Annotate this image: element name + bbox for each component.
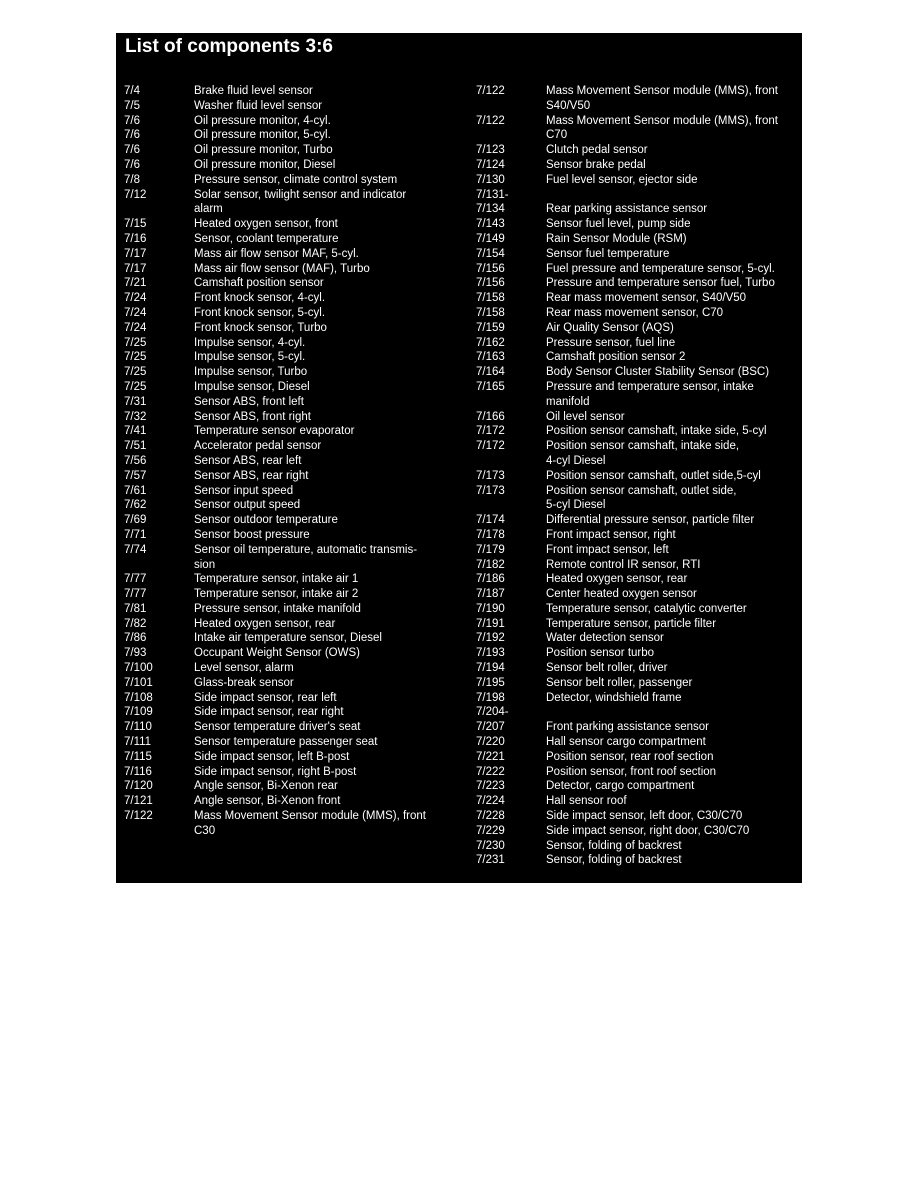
- component-description: Washer fluid level sensor: [194, 99, 323, 112]
- component-description: Glass-break sensor: [194, 676, 294, 689]
- component-code: 7/223: [476, 780, 505, 793]
- component-description: Clutch pedal sensor: [546, 144, 648, 157]
- component-code: 7/61: [124, 484, 147, 497]
- component-description: Fuel level sensor, ejector side: [546, 173, 698, 186]
- component-code: 7/179: [476, 543, 505, 556]
- list-item: [124, 765, 459, 780]
- component-code: 7/149: [476, 232, 505, 245]
- component-description: Sensor input speed: [194, 484, 294, 497]
- component-code: 7/173: [476, 484, 505, 497]
- component-description: Position sensor camshaft, intake side, 5-cyl: [546, 425, 767, 438]
- list-item: [124, 99, 459, 114]
- component-code: 7/25: [124, 351, 147, 364]
- component-description: Side impact sensor, rear left: [194, 691, 337, 704]
- list-item: [124, 631, 459, 646]
- component-description: Mass Movement Sensor module (MMS), front C70: [546, 114, 778, 142]
- component-description: Mass air flow sensor (MAF), Turbo: [194, 262, 370, 275]
- component-code: 7/31: [124, 395, 147, 408]
- component-code: 7/229: [476, 824, 505, 837]
- component-description: Center heated oxygen sensor: [546, 588, 697, 601]
- component-code: 7/21: [124, 277, 147, 290]
- list-item: [476, 661, 796, 676]
- list-item: [124, 232, 459, 247]
- list-item: [476, 691, 796, 706]
- component-code: 7/17: [124, 247, 147, 260]
- list-item: [124, 498, 459, 513]
- component-description: Solar sensor, twilight sensor and indicator alarm: [194, 188, 407, 216]
- component-code: 7/220: [476, 736, 505, 749]
- list-item: [124, 794, 459, 809]
- component-code: 7/25: [124, 380, 147, 393]
- component-description: [546, 705, 796, 720]
- component-code: 7/228: [476, 810, 505, 823]
- component-code: 7/24: [124, 321, 147, 334]
- list-item: [124, 395, 459, 410]
- component-code: 7/5: [124, 99, 140, 112]
- list-item: [124, 365, 459, 380]
- component-description: Position sensor camshaft, outlet side,5-cyl: [546, 469, 761, 482]
- list-item: [476, 262, 796, 277]
- component-code: 7/124: [476, 158, 505, 171]
- component-description: Camshaft position sensor 2: [546, 351, 686, 364]
- component-code: 7/159: [476, 321, 505, 334]
- component-code: 7/12: [124, 188, 147, 201]
- component-description: Oil pressure monitor, 5-cyl.: [194, 129, 331, 142]
- component-description: Temperature sensor, intake air 1: [194, 573, 359, 586]
- component-description: Pressure and temperature sensor, intake manifold: [546, 380, 754, 408]
- component-code: 7/100: [124, 662, 153, 675]
- component-code: 7/111: [124, 736, 152, 749]
- list-item: [124, 809, 459, 839]
- component-code: 7/156: [476, 262, 505, 275]
- component-code: 7/230: [476, 839, 505, 852]
- component-code: 7/166: [476, 410, 505, 423]
- component-code: 7/6: [124, 114, 140, 127]
- list-item: [476, 853, 796, 868]
- component-code: 7/4: [124, 85, 140, 97]
- list-item: [124, 705, 459, 720]
- component-code: 7/143: [476, 218, 505, 231]
- component-description: Oil pressure monitor, 4-cyl.: [194, 114, 331, 127]
- list-item: [476, 572, 796, 587]
- list-item: [476, 794, 796, 809]
- component-code: 7/93: [124, 647, 147, 660]
- list-item: [124, 543, 459, 573]
- component-code: 7/195: [476, 676, 505, 689]
- list-item: [476, 602, 796, 617]
- component-description: Position sensor camshaft, outlet side, 5-cyl Diesel: [546, 484, 737, 512]
- component-code: 7/116: [124, 765, 152, 778]
- component-code: 7/222: [476, 765, 505, 778]
- list-item: [476, 380, 796, 410]
- component-description: Side impact sensor, right door, C30/C70: [546, 824, 750, 837]
- list-item: [124, 84, 459, 99]
- component-code: 7/158: [476, 306, 505, 319]
- component-description: Side impact sensor, right B-post: [194, 765, 357, 778]
- component-code: 7/122: [476, 114, 505, 127]
- list-item: [476, 824, 796, 839]
- component-description: Sensor ABS, front right: [194, 410, 311, 423]
- component-description: Oil pressure monitor, Diesel: [194, 158, 336, 171]
- component-code: 7/6: [124, 158, 140, 171]
- component-description: Sensor oil temperature, automatic transmis- sion: [194, 543, 418, 571]
- component-description: Position sensor turbo: [546, 647, 655, 660]
- component-description: Sensor ABS, front left: [194, 395, 304, 408]
- component-code: 7/109: [124, 706, 153, 719]
- component-code: 7/69: [124, 514, 147, 527]
- list-item: [124, 276, 459, 291]
- component-code: 7/77: [124, 573, 147, 586]
- component-code: 7/74: [124, 543, 147, 556]
- component-description: Side impact sensor, left door, C30/C70: [546, 810, 743, 823]
- component-description: Heated oxygen sensor, rear: [546, 573, 688, 586]
- component-description: Fuel pressure and temperature sensor, 5-cyl.: [546, 262, 775, 275]
- component-code: 7/8: [124, 173, 140, 186]
- component-description: Sensor temperature passenger seat: [194, 736, 378, 749]
- list-item: [124, 143, 459, 158]
- list-item: [124, 735, 459, 750]
- component-description: Occupant Weight Sensor (OWS): [194, 647, 360, 660]
- component-description: Pressure sensor, intake manifold: [194, 602, 361, 615]
- component-description: Position sensor, rear roof section: [546, 750, 714, 763]
- list-item: [476, 336, 796, 351]
- component-description: Front impact sensor, right: [546, 528, 676, 541]
- component-code: 7/224: [476, 795, 505, 808]
- component-code: 7/122: [124, 810, 153, 823]
- component-description: Accelerator pedal sensor: [194, 440, 322, 453]
- component-description: Sensor belt roller, driver: [546, 662, 668, 675]
- component-list-panel: [116, 33, 802, 883]
- page-title: List of components 3:6: [125, 36, 333, 57]
- component-description: Detector, windshield frame: [546, 691, 682, 704]
- component-code: 7/194: [476, 662, 505, 675]
- component-description: Sensor fuel level, pump side: [546, 218, 691, 231]
- component-code: 7/17: [124, 262, 147, 275]
- component-code: 7/32: [124, 410, 147, 423]
- list-item: [476, 528, 796, 543]
- list-item: [476, 276, 796, 291]
- component-code: 7/198: [476, 691, 505, 704]
- list-item: [476, 84, 796, 114]
- component-code: 7/24: [124, 306, 147, 319]
- component-description: Side impact sensor, rear right: [194, 706, 344, 719]
- list-item: [124, 158, 459, 173]
- component-code: 7/221: [476, 750, 505, 763]
- component-description: Angle sensor, Bi-Xenon front: [194, 795, 341, 808]
- list-item: [124, 217, 459, 232]
- list-item: [124, 617, 459, 632]
- component-code: 7/172: [476, 440, 505, 453]
- list-item: [476, 424, 796, 439]
- component-code: 7/164: [476, 366, 505, 379]
- list-item: [476, 779, 796, 794]
- component-code: 7/165: [476, 380, 505, 393]
- list-item: [476, 646, 796, 661]
- list-item: [124, 528, 459, 543]
- component-code: 7/115: [124, 750, 152, 763]
- list-item: [476, 202, 796, 217]
- component-description: Temperature sensor evaporator: [194, 425, 355, 438]
- component-description: Angle sensor, Bi-Xenon rear: [194, 780, 338, 793]
- list-item: [476, 306, 796, 321]
- component-description: Sensor, coolant temperature: [194, 232, 339, 245]
- list-item: [476, 365, 796, 380]
- list-item: [124, 720, 459, 735]
- component-description: Intake air temperature sensor, Diesel: [194, 632, 382, 645]
- component-code: 7/172: [476, 425, 505, 438]
- component-description: Remote control IR sensor, RTI: [546, 558, 701, 571]
- component-description: Rear parking assistance sensor: [546, 203, 708, 216]
- component-code: 7/16: [124, 232, 147, 245]
- component-description: Rain Sensor Module (RSM): [546, 232, 687, 245]
- component-description: Mass Movement Sensor module (MMS), front S40/V50: [546, 85, 778, 112]
- component-code: 7/204-: [476, 706, 509, 719]
- component-description: Temperature sensor, intake air 2: [194, 588, 359, 601]
- list-item: [124, 410, 459, 425]
- list-item: [124, 779, 459, 794]
- component-description: Side impact sensor, left B-post: [194, 750, 350, 763]
- list-item: [124, 262, 459, 277]
- component-description: Mass air flow sensor MAF, 5-cyl.: [194, 247, 359, 260]
- list-item: [124, 513, 459, 528]
- component-code: 7/86: [124, 632, 147, 645]
- component-code: 7/25: [124, 366, 147, 379]
- component-code: 7/193: [476, 647, 505, 660]
- component-code: 7/190: [476, 602, 505, 615]
- list-item: [476, 350, 796, 365]
- component-description: Sensor boost pressure: [194, 528, 310, 541]
- component-code: 7/178: [476, 528, 505, 541]
- list-item: [124, 587, 459, 602]
- component-code: 7/187: [476, 588, 505, 601]
- list-item: [476, 587, 796, 602]
- component-description: Sensor outdoor temperature: [194, 514, 338, 527]
- list-item: [476, 188, 796, 203]
- component-description: Differential pressure sensor, particle filter: [546, 514, 755, 527]
- list-item: [124, 336, 459, 351]
- component-code: 7/108: [124, 691, 153, 704]
- list-item: [124, 454, 459, 469]
- component-code: 7/207: [476, 721, 505, 734]
- component-description: Position sensor camshaft, intake side, 4-cyl Diesel: [546, 440, 740, 467]
- list-item: [476, 676, 796, 691]
- component-description: Air Quality Sensor (AQS): [546, 321, 674, 334]
- component-code: 7/192: [476, 632, 505, 645]
- component-code: 7/163: [476, 351, 505, 364]
- component-code: 7/71: [124, 528, 147, 541]
- list-item: [476, 469, 796, 484]
- list-item: [476, 513, 796, 528]
- list-item: [124, 380, 459, 395]
- component-description: Brake fluid level sensor: [194, 85, 313, 97]
- list-item: [476, 809, 796, 824]
- list-item: [124, 439, 459, 454]
- component-description: Front impact sensor, left: [546, 543, 669, 556]
- component-description: Sensor ABS, rear left: [194, 454, 302, 467]
- list-item: [124, 484, 459, 499]
- component-code: 7/57: [124, 469, 147, 482]
- component-code: 7/41: [124, 425, 147, 438]
- component-code: 7/62: [124, 499, 147, 512]
- component-code: 7/51: [124, 440, 147, 453]
- component-description: Detector, cargo compartment: [546, 780, 695, 793]
- component-description: Front parking assistance sensor: [546, 721, 709, 734]
- component-description: Temperature sensor, particle filter: [546, 617, 717, 630]
- component-code: 7/56: [124, 454, 147, 467]
- component-code: 7/81: [124, 602, 147, 615]
- component-code: 7/120: [124, 780, 153, 793]
- component-code: 7/173: [476, 469, 505, 482]
- list-item: [124, 350, 459, 365]
- component-code: 7/134: [476, 203, 505, 216]
- list-item: [124, 291, 459, 306]
- list-item: [476, 247, 796, 262]
- list-item: [476, 321, 796, 336]
- component-code: 7/186: [476, 573, 505, 586]
- list-item: [476, 232, 796, 247]
- component-description: Heated oxygen sensor, front: [194, 218, 338, 231]
- list-item: [124, 306, 459, 321]
- list-item: [124, 247, 459, 262]
- list-item: [476, 291, 796, 306]
- list-item: [476, 217, 796, 232]
- list-item: [476, 543, 796, 558]
- component-code: 7/122: [476, 85, 505, 97]
- component-description: Pressure sensor, climate control system: [194, 173, 398, 186]
- component-description: Position sensor, front roof section: [546, 765, 717, 778]
- list-item: [476, 617, 796, 632]
- component-description: Level sensor, alarm: [194, 662, 294, 675]
- list-item: [124, 321, 459, 336]
- component-description: Hall sensor cargo compartment: [546, 736, 706, 749]
- component-description: Sensor, folding of backrest: [546, 839, 682, 852]
- list-item: [124, 424, 459, 439]
- component-code: 7/123: [476, 144, 505, 157]
- list-item: [124, 128, 459, 143]
- component-code: 7/25: [124, 336, 147, 349]
- component-description: Sensor belt roller, passenger: [546, 676, 693, 689]
- component-code: 7/156: [476, 277, 505, 290]
- component-description: Front knock sensor, 5-cyl.: [194, 306, 326, 319]
- list-item: [476, 410, 796, 425]
- list-item: [476, 143, 796, 158]
- list-item: [476, 439, 796, 469]
- component-code: 7/158: [476, 292, 505, 305]
- component-code: 7/162: [476, 336, 505, 349]
- component-description: Sensor output speed: [194, 499, 301, 512]
- component-code: 7/6: [124, 144, 140, 157]
- list-item: [476, 484, 796, 514]
- component-description: Impulse sensor, 4-cyl.: [194, 336, 306, 349]
- list-item: [124, 572, 459, 587]
- component-description: Pressure sensor, fuel line: [546, 336, 676, 349]
- component-code: 7/6: [124, 129, 140, 142]
- list-item: [476, 631, 796, 646]
- component-code: 7/110: [124, 721, 152, 734]
- component-description: Mass Movement Sensor module (MMS), front C30: [194, 810, 426, 837]
- component-description: Impulse sensor, 5-cyl.: [194, 351, 306, 364]
- list-item: [124, 469, 459, 484]
- component-code: 7/121: [124, 795, 153, 808]
- component-description: Impulse sensor, Turbo: [194, 366, 308, 379]
- list-item: [124, 173, 459, 188]
- list-item: [476, 765, 796, 780]
- list-item: [476, 735, 796, 750]
- component-description: Water detection sensor: [546, 632, 664, 645]
- component-code: 7/191: [476, 617, 505, 630]
- list-item: [124, 676, 459, 691]
- component-description: Rear mass movement sensor, C70: [546, 306, 724, 319]
- component-description: Camshaft position sensor: [194, 277, 324, 290]
- list-item: [476, 114, 796, 144]
- component-description: Sensor ABS, rear right: [194, 469, 309, 482]
- component-code: 7/231: [476, 854, 505, 867]
- component-code: 7/77: [124, 588, 147, 601]
- component-code: 7/182: [476, 558, 505, 571]
- list-item: [476, 558, 796, 573]
- component-description: Sensor, folding of backrest: [546, 854, 682, 867]
- list-item: [476, 750, 796, 765]
- component-code: 7/154: [476, 247, 505, 260]
- component-code: 7/130: [476, 173, 505, 186]
- component-description: [546, 188, 796, 203]
- list-item: [476, 705, 796, 720]
- list-item: [476, 158, 796, 173]
- component-description: Impulse sensor, Diesel: [194, 380, 310, 393]
- component-description: Heated oxygen sensor, rear: [194, 617, 336, 630]
- right-column: [476, 84, 796, 868]
- component-description: Temperature sensor, catalytic converter: [546, 602, 747, 615]
- component-description: Rear mass movement sensor, S40/V50: [546, 292, 747, 305]
- left-column: [124, 84, 459, 839]
- component-code: 7/24: [124, 292, 147, 305]
- component-code: 7/15: [124, 218, 147, 231]
- list-item: [476, 173, 796, 188]
- component-code: 7/131-: [476, 188, 509, 201]
- component-description: Sensor brake pedal: [546, 158, 646, 171]
- component-description: Front knock sensor, 4-cyl.: [194, 292, 326, 305]
- list-item: [124, 750, 459, 765]
- component-description: Hall sensor roof: [546, 795, 627, 808]
- component-description: Oil pressure monitor, Turbo: [194, 144, 333, 157]
- list-item: [124, 602, 459, 617]
- component-description: Sensor fuel temperature: [546, 247, 670, 260]
- component-code: 7/101: [124, 676, 153, 689]
- list-item: [476, 839, 796, 854]
- list-item: [124, 646, 459, 661]
- component-description: Pressure and temperature sensor fuel, Turbo: [546, 277, 775, 290]
- list-item: [476, 720, 796, 735]
- list-item: [124, 691, 459, 706]
- component-code: 7/82: [124, 617, 147, 630]
- list-item: [124, 661, 459, 676]
- list-item: [124, 188, 459, 218]
- component-description: Front knock sensor, Turbo: [194, 321, 327, 334]
- component-description: Oil level sensor: [546, 410, 625, 423]
- component-description: Sensor temperature driver's seat: [194, 721, 361, 734]
- list-item: [124, 114, 459, 129]
- component-code: 7/174: [476, 514, 505, 527]
- component-description: Body Sensor Cluster Stability Sensor (BSC): [546, 366, 770, 379]
